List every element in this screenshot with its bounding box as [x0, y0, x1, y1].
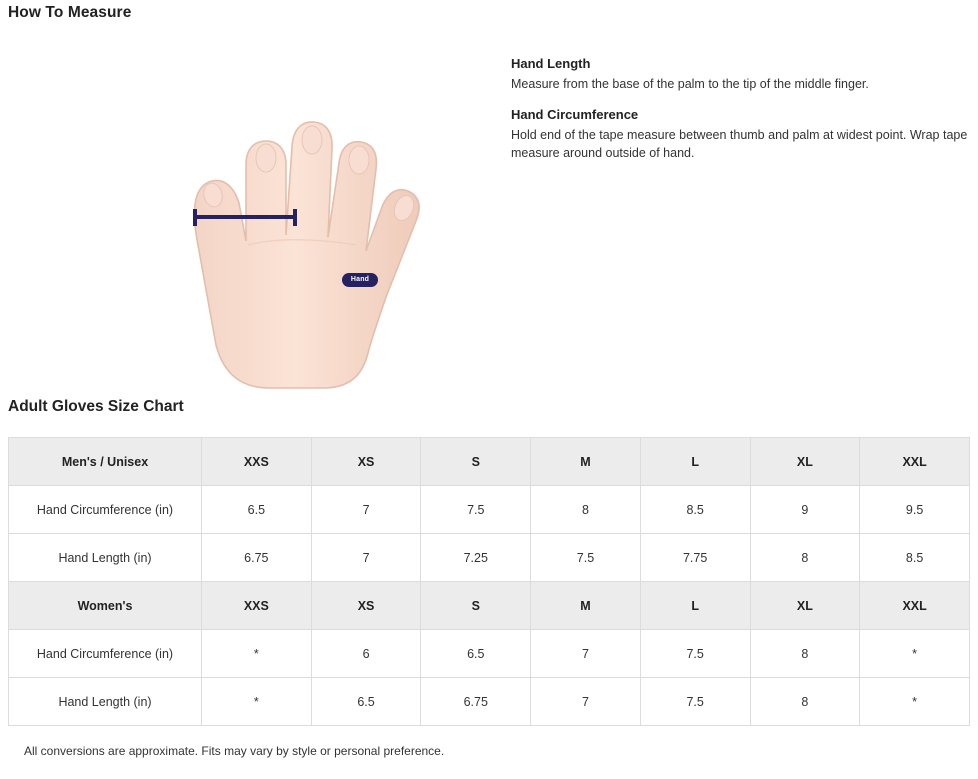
data-cell: 9.5: [860, 486, 970, 534]
hand-length-heading: Hand Length: [511, 56, 591, 71]
header-cell: L: [640, 438, 750, 486]
how-to-measure-title: How To Measure: [8, 4, 132, 21]
header-cell: XS: [311, 438, 421, 486]
measure-instructions: [511, 56, 973, 176]
header-cell: XXL: [860, 438, 970, 486]
hand-circumference-heading: Hand Circumference: [511, 107, 639, 122]
header-cell: XXS: [202, 582, 312, 630]
data-cell: *: [202, 678, 312, 726]
data-cell: 6: [311, 630, 421, 678]
header-cell: L: [640, 582, 750, 630]
table-row: [9, 486, 970, 534]
data-cell: *: [860, 630, 970, 678]
data-cell: 9: [750, 486, 860, 534]
size-chart-note: All conversions are approximate. Fits may vary by style or personal preference.: [24, 744, 445, 758]
data-cell: *: [202, 630, 312, 678]
measure-block-hand-length: [511, 56, 973, 93]
data-cell: 7.5: [640, 678, 750, 726]
row-label: Hand Length (in): [9, 534, 202, 582]
data-cell: 8.5: [640, 486, 750, 534]
data-cell: *: [860, 678, 970, 726]
data-cell: 6.5: [311, 678, 421, 726]
header-cell: XXL: [860, 582, 970, 630]
table-row: [9, 534, 970, 582]
table-row: [9, 630, 970, 678]
header-cell: XL: [750, 438, 860, 486]
data-cell: 7.25: [421, 534, 531, 582]
header-cell: Men's / Unisex: [9, 438, 202, 486]
header-cell: M: [531, 438, 641, 486]
size-chart-title: Adult Gloves Size Chart: [8, 398, 184, 415]
tape-measure-label: Hand: [342, 273, 378, 287]
table-header-mens: [9, 438, 970, 486]
header-cell: Women's: [9, 582, 202, 630]
data-cell: 7: [311, 486, 421, 534]
data-cell: 8.5: [860, 534, 970, 582]
hand-illustration: [120, 45, 480, 395]
header-cell: S: [421, 438, 531, 486]
data-cell: 7.5: [421, 486, 531, 534]
data-cell: 7.5: [531, 534, 641, 582]
header-cell: S: [421, 582, 531, 630]
header-cell: XL: [750, 582, 860, 630]
data-cell: 7: [531, 678, 641, 726]
hand-length-body: Measure from the base of the palm to the tip of the middle finger.: [511, 77, 869, 91]
header-cell: XXS: [202, 438, 312, 486]
row-label: Hand Circumference (in): [9, 486, 202, 534]
hand-circumference-body: Hold end of the tape measure between thumb and palm at widest point. Wrap tape measure around outside of hand.: [511, 128, 968, 160]
table-row: [9, 678, 970, 726]
data-cell: 6.75: [421, 678, 531, 726]
data-cell: 8: [531, 486, 641, 534]
data-cell: 6.5: [202, 486, 312, 534]
header-cell: XS: [311, 582, 421, 630]
data-cell: 6.5: [421, 630, 531, 678]
data-cell: 8: [750, 678, 860, 726]
data-cell: 8: [750, 630, 860, 678]
data-cell: 7: [531, 630, 641, 678]
row-label: Hand Circumference (in): [9, 630, 202, 678]
data-cell: 7: [311, 534, 421, 582]
data-cell: 7.5: [640, 630, 750, 678]
adult-gloves-size-table: [8, 437, 970, 726]
data-cell: 7.75: [640, 534, 750, 582]
row-label: Hand Length (in): [9, 678, 202, 726]
table-header-womens: [9, 582, 970, 630]
measure-block-hand-circumference: [511, 107, 973, 162]
data-cell: 8: [750, 534, 860, 582]
header-cell: M: [531, 582, 641, 630]
hand-diagram-svg: [120, 45, 480, 395]
data-cell: 6.75: [202, 534, 312, 582]
